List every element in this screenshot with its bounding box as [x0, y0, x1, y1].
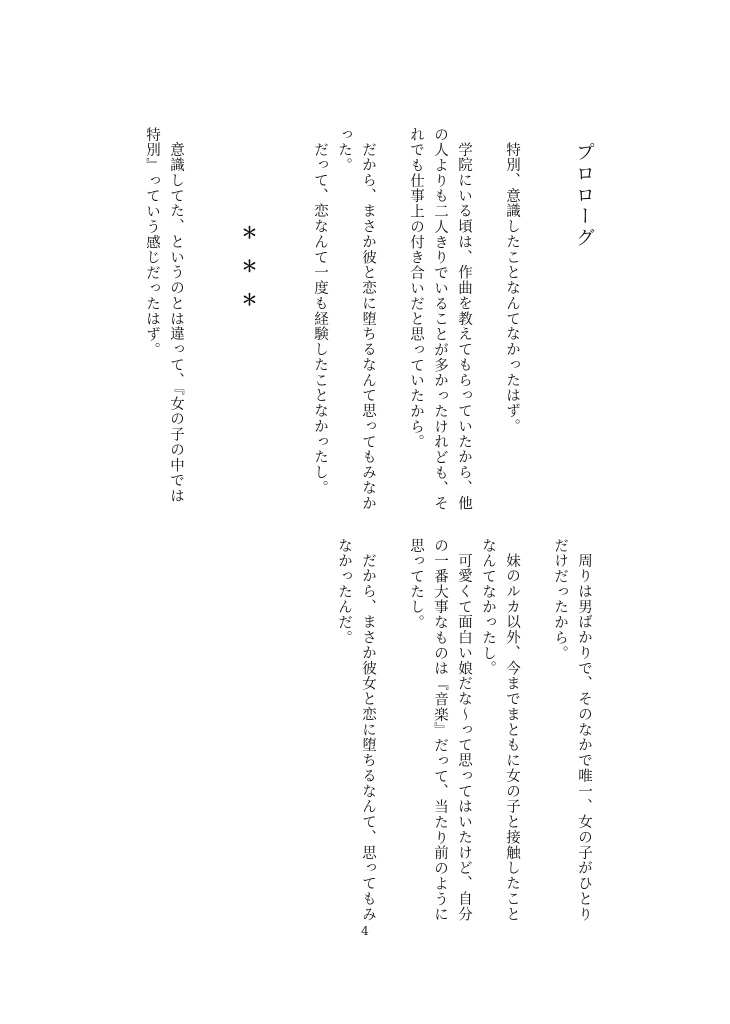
lower-para4-line2: なかったんだ。 — [336, 538, 352, 646]
upper-para3-line1: だから、まさか彼と恋に堕ちるなんて思ってもみなか — [360, 142, 376, 511]
lower-para1-line2: だけだったから。 — [552, 538, 568, 661]
lower-para3-line2: の一番大事なものは『音楽』だって、当たり前のように — [432, 538, 448, 923]
lower-para4-line1: だから、まさか彼女と恋に堕ちるなんて、思ってもみ — [360, 553, 376, 922]
upper-para3-line2: った。 — [336, 127, 352, 174]
chapter-title: プロローグ — [573, 142, 595, 249]
upper-line-1: 特別、意識したことなんてなかったはず。 — [504, 142, 520, 435]
page-number: 4 — [361, 924, 369, 938]
lower-para3-line3: 思ってたし。 — [408, 538, 424, 631]
upper-para2-line1: 学院にいる頃は、作曲を教えてもらっていたから、他 — [456, 142, 472, 511]
lower-para2-line2: なんてなかったし。 — [480, 538, 496, 677]
upper-para2-line2: の人よりも二人きりでいることが多かったけれども、そ — [432, 127, 448, 512]
scene-separator: ＊＊＊ — [239, 224, 258, 325]
lower-para3-line1: 可愛くて面白い娘だな〜って思ってはいたけど、自分 — [456, 553, 472, 922]
lower-para1-line1: 周りは男ばかりで、そのなかで唯一、女の子がひとり — [576, 553, 592, 922]
upper-para2-line3: れでも仕事上の付き合いだと思っていたから。 — [408, 127, 424, 450]
upper-para5-line2: 特別』っていう感じだったはず。 — [144, 127, 160, 358]
upper-para5-line1: 意識してた、というのとは違って、『女の子の中では — [168, 142, 184, 504]
lower-para2-line1: 妹のルカ以外、今までまともに女の子と接触したこと — [504, 553, 520, 922]
upper-para4: だって、恋なんて一度も経験したことなかったし。 — [312, 142, 328, 496]
